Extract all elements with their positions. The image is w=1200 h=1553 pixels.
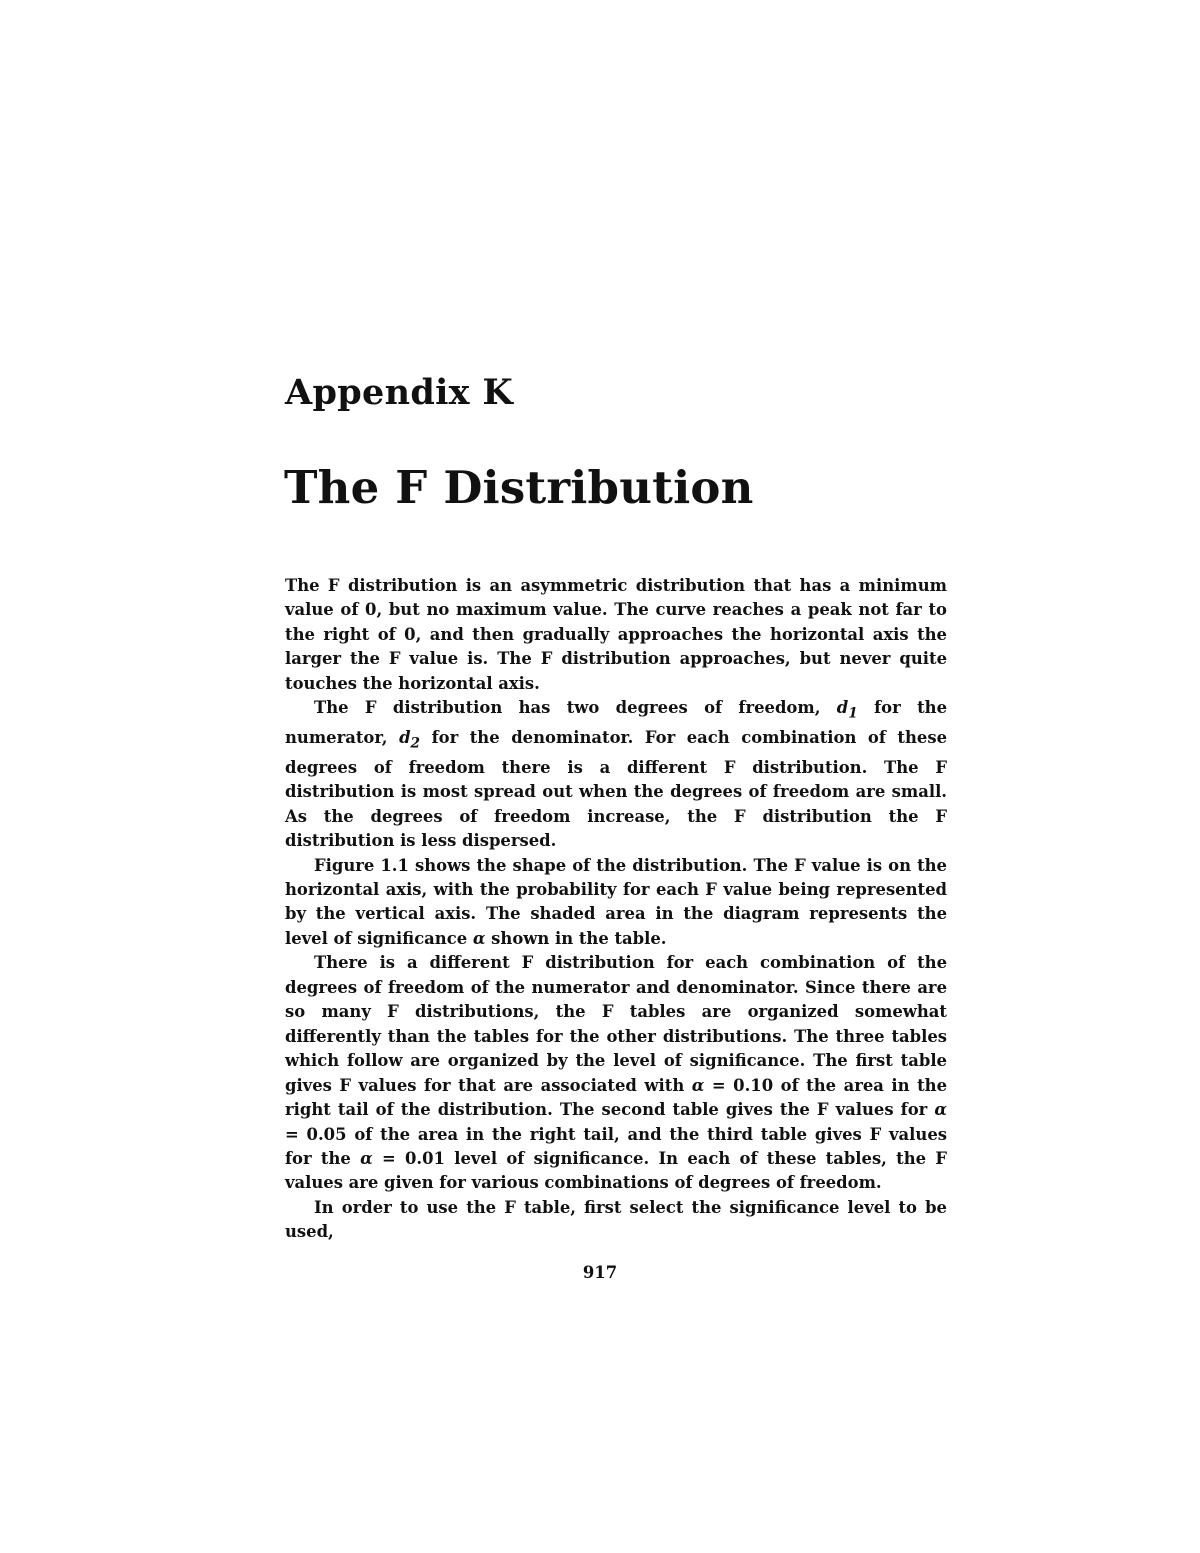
paragraph-table-organization bbox=[285, 951, 947, 1196]
math-equation: = 0.05 bbox=[285, 1124, 347, 1144]
paragraph-degrees-of-freedom bbox=[285, 696, 947, 853]
math-equation: = 0.01 bbox=[372, 1148, 445, 1168]
text-run: for the denominator. For each combination of these degrees of freedom there is a different F distribution. The F distribution is most spread out when the degrees of freedom are small. As the degrees of freedom increase, the F distribution the F distribution is less dispersed. bbox=[285, 728, 947, 851]
text-run: The F distribution has two degrees of freedom, bbox=[314, 698, 837, 718]
text-run: shown in the table. bbox=[485, 928, 667, 948]
text-run: There is a different F distribution for each combination of the degrees of freedom of the numerator and denominator. Since there are so many F distributions, the F tables are organized somewhat differently than the tables for the other distributions. The three tables which follow are organized by the level of significance. The first table gives F values for that are associated with bbox=[285, 953, 947, 1095]
text-run: level of significance. In each of these tables, the F values are given for various combinations of degrees of freedom. bbox=[285, 1148, 947, 1193]
math-alpha: α bbox=[472, 928, 486, 948]
paragraph-usage: In order to use the F table, first select the significance level to be used, bbox=[285, 1197, 947, 1242]
paragraph-figure-reference bbox=[285, 854, 947, 952]
math-d2: $d_2$ bbox=[399, 728, 421, 752]
page-number: 917 bbox=[582, 1263, 618, 1282]
body-text bbox=[285, 574, 947, 1245]
math-alpha: α bbox=[360, 1148, 373, 1168]
text-run: Figure 1.1 shows the shape of the distribution. The F value is on the horizontal axis, with the probability for each F value being represented by the vertical axis. The shaded area in the diagram represents the level of significance bbox=[285, 855, 947, 948]
math-alpha: α bbox=[691, 1075, 705, 1095]
text-run: of the area in the right tail of the distribution. The second table gives the F values for bbox=[285, 1075, 948, 1120]
text-run: of the area in the right tail, and the third table gives F values for the bbox=[285, 1124, 947, 1168]
chapter-title: The F Distribution bbox=[284, 461, 754, 514]
text-run: for the numerator, bbox=[285, 698, 948, 747]
math-d1: $d_1$ bbox=[836, 698, 858, 722]
paragraph-intro: The F distribution is an asymmetric distribution that has a minimum value of 0, but no maximum value. The curve reaches a peak not far to the right of 0, and then gradually approaches the horizontal axis the larger the F value is. The F distribution approaches, but never quite touches the horizontal axis. bbox=[285, 576, 947, 693]
appendix-label: Appendix K bbox=[285, 372, 514, 413]
math-equation: = 0.10 bbox=[704, 1075, 774, 1095]
math-alpha: α bbox=[934, 1100, 947, 1120]
